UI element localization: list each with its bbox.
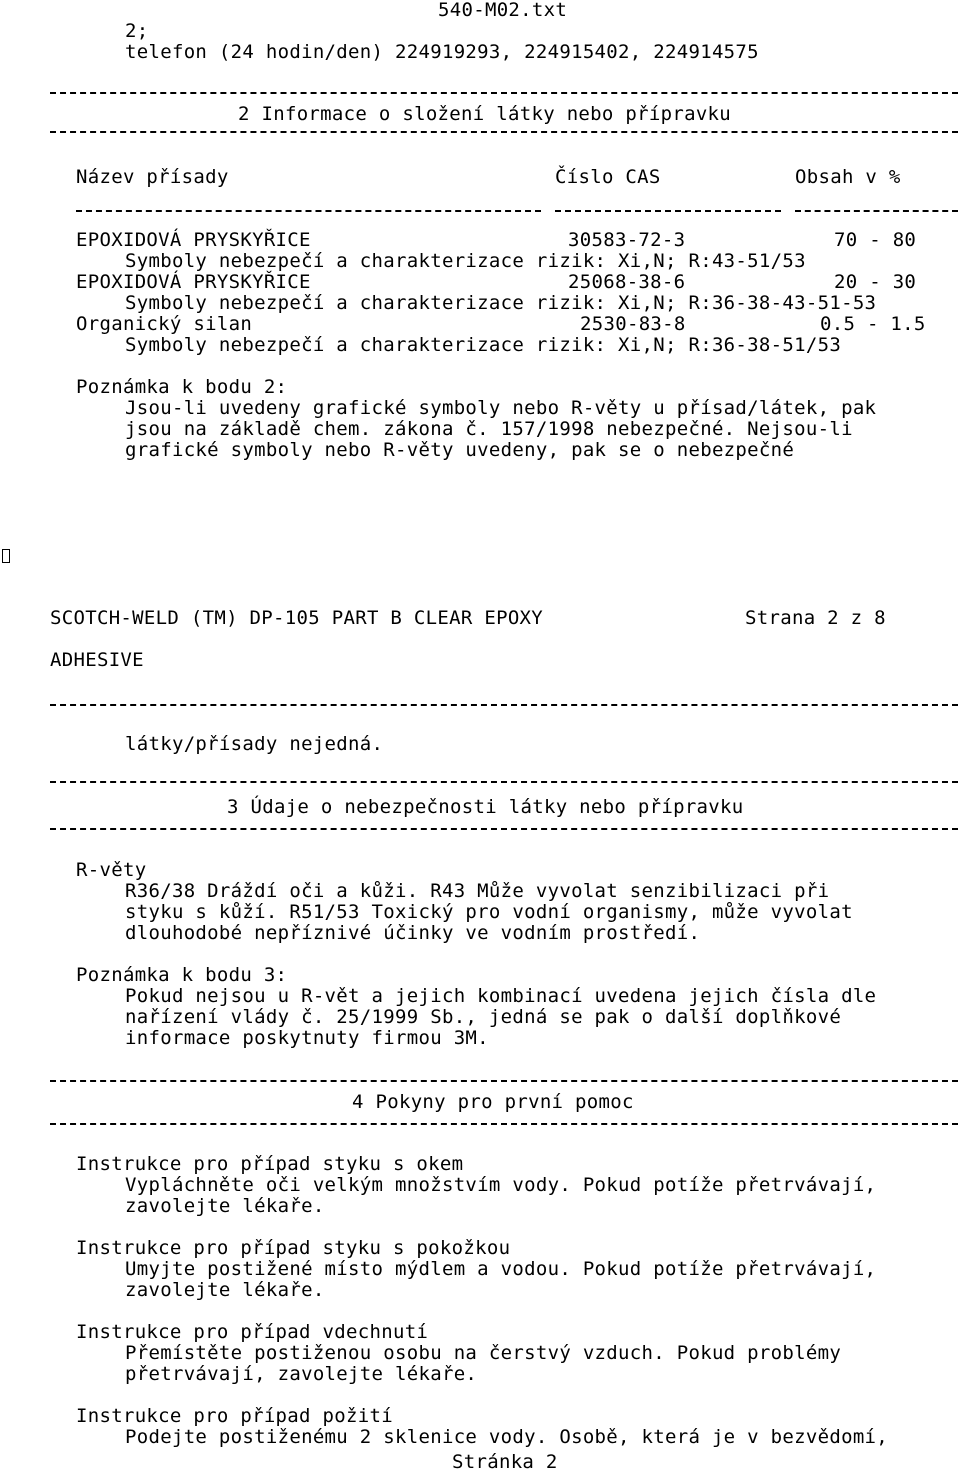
product-name-cont: ADHESIVE: [50, 649, 144, 671]
note-3-line: nařízení vlády č. 25/1999 Sb., jedná se pak o další doplňkové: [125, 1006, 842, 1028]
col-header-cas: Číslo CAS: [555, 166, 661, 188]
first-aid-line: Přemístěte postiženou osobu na čerstvý vzduch. Pokud problémy: [125, 1342, 842, 1364]
note-3-line: informace poskytnuty firmou 3M.: [125, 1027, 489, 1049]
first-aid-line: přetrvávají, zavolejte lékaře.: [125, 1363, 478, 1385]
divider: [50, 828, 958, 830]
first-aid-heading: Instrukce pro případ požití: [76, 1405, 393, 1427]
first-aid-line: zavolejte lékaře.: [125, 1195, 325, 1217]
ingredient-content: 70 - 80: [834, 229, 917, 251]
r-phrase-line: styku s kůží. R51/53 Toxický pro vodní organismy, může vyvolat: [125, 901, 853, 923]
divider: [50, 131, 958, 133]
ingredient-name: EPOXIDOVÁ PRYSKYŘICE: [76, 271, 311, 293]
note-2-title: Poznámka k bodu 2:: [76, 376, 288, 398]
first-aid-heading: Instrukce pro případ styku s pokožkou: [76, 1237, 511, 1259]
section-3-title: 3 Údaje o nebezpečnosti látky nebo přípravku: [227, 796, 744, 818]
ingredient-cas: 25068-38-6: [568, 271, 686, 293]
ingredient-cas: 2530-83-8: [580, 313, 686, 335]
column-underline: [795, 210, 958, 212]
header-line: 2;: [125, 20, 149, 42]
file-name: 540-M02.txt: [438, 0, 568, 21]
note-2-line: Jsou-li uvedeny grafické symboly nebo R-věty u přísad/látek, pak: [125, 397, 877, 419]
note-2-line: grafické symboly nebo R-věty uvedeny, pak se o nebezpečné: [125, 439, 795, 461]
divider: [50, 1080, 958, 1082]
column-underline: [76, 210, 541, 212]
first-aid-heading: Instrukce pro případ styku s okem: [76, 1153, 464, 1175]
note-3-title: Poznámka k bodu 3:: [76, 964, 288, 986]
section-4-title: 4 Pokyny pro první pomoc: [352, 1091, 634, 1113]
ingredient-cas: 30583-72-3: [568, 229, 686, 251]
page-footer: Stránka 2: [452, 1451, 558, 1473]
first-aid-line: Umyjte postižené místo mýdlem a vodou. Pokud potíže přetrvávají,: [125, 1258, 877, 1280]
divider: [50, 781, 958, 783]
product-name: SCOTCH-WELD (TM) DP-105 PART B CLEAR EPOXY: [50, 607, 544, 629]
col-header-name: Název přísady: [76, 166, 229, 188]
first-aid-heading: Instrukce pro případ vdechnutí: [76, 1321, 429, 1343]
ingredient-name: Organický silan: [76, 313, 253, 335]
section-2-title: 2 Informace o složení látky nebo přípravku: [238, 103, 732, 125]
page-indicator: Strana 2 z 8: [745, 607, 886, 629]
note-2-line: jsou na základě chem. zákona č. 157/1998 nebezpečné. Nejsou-li: [125, 418, 853, 440]
divider: [50, 92, 958, 94]
ingredient-symbols: Symboly nebezpečí a charakterizace rizik: Xi,N; R:43-51/53: [125, 250, 806, 272]
first-aid-line: Vypláchněte oči velkým množstvím vody. Pokud potíže přetrvávají,: [125, 1174, 877, 1196]
divider: [50, 1123, 958, 1125]
r-phrase-line: dlouhodobé nepříznivé účinky ve vodním prostředí.: [125, 922, 701, 944]
ingredient-content: 20 - 30: [834, 271, 917, 293]
ingredient-content: 0.5 - 1.5: [820, 313, 926, 335]
ingredient-symbols: Symboly nebezpečí a charakterizace rizik: Xi,N; R:36-38-51/53: [125, 334, 842, 356]
column-underline: [555, 210, 781, 212]
first-aid-line: zavolejte lékaře.: [125, 1279, 325, 1301]
emergency-phone: telefon (24 hodin/den) 224919293, 224915402, 224914575: [125, 41, 759, 63]
note-3-line: Pokud nejsou u R-vět a jejich kombinací uvedena jejich čísla dle: [125, 985, 877, 1007]
col-header-content: Obsah v %: [795, 166, 901, 188]
first-aid-line: Podejte postiženému 2 sklenice vody. Osobě, která je v bezvědomí,: [125, 1426, 889, 1448]
r-phrase-line: R36/38 Dráždí oči a kůži. R43 Může vyvolat senzibilizaci při: [125, 880, 830, 902]
divider: [50, 704, 958, 706]
r-phrases-label: R-věty: [76, 859, 147, 881]
ingredient-symbols: Symboly nebezpečí a charakterizace rizik: Xi,N; R:36-38-43-51-53: [125, 292, 877, 314]
note-2-continuation: látky/přísady nejedná.: [125, 733, 384, 755]
ingredient-name: EPOXIDOVÁ PRYSKYŘICE: [76, 229, 311, 251]
missing-glyph-icon: [2, 549, 10, 563]
